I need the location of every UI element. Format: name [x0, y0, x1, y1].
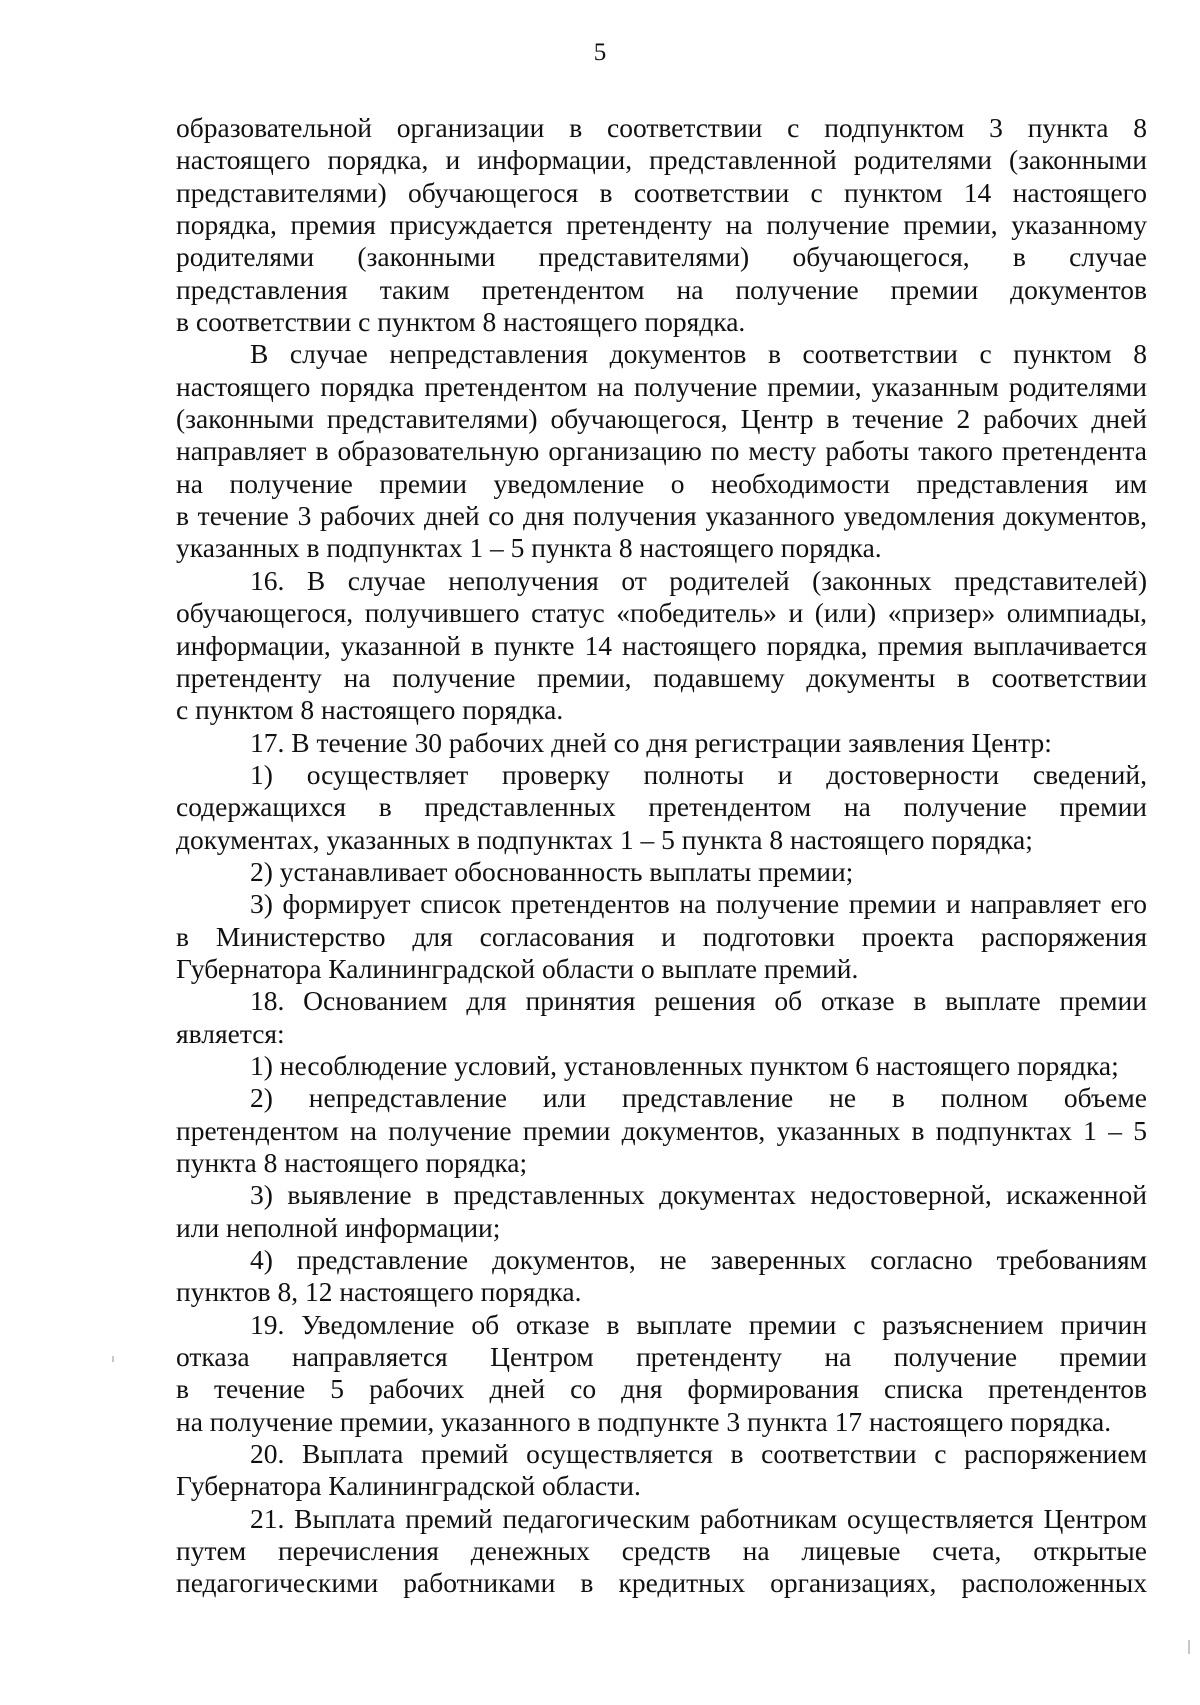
- text-line: в течение 5 рабочих дней со дня формирования списка претендентов: [176, 1373, 1147, 1405]
- scan-speck: [112, 1356, 114, 1362]
- text-line: настоящего порядка, и информации, представленной родителями (законными: [176, 144, 1147, 176]
- text-line: обучающегося, получившего статус «победитель» и (или) «призер» олимпиады,: [176, 597, 1147, 629]
- text-line: 16. В случае неполучения от родителей (законных представителей): [250, 564, 1147, 596]
- paragraph-18: [176, 985, 1147, 1050]
- text-line: документах, указанных в подпунктах 1 – 5 пункта 8 настоящего порядка;: [176, 823, 1033, 855]
- text-line: 21. Выплата премий педагогическим работникам осуществляется Центром: [250, 1502, 1147, 1534]
- text-line: представителями) обучающегося в соответствии с пунктом 14 настоящего: [176, 176, 1147, 208]
- paragraph-16: [176, 565, 1147, 727]
- text-line: претенденту на получение премии, подавшему документы в соответствии: [176, 661, 1147, 693]
- text-line: 20. Выплата премий осуществляется в соответствии с распоряжением: [250, 1438, 1147, 1470]
- text-line: педагогическими работниками в кредитных организациях, расположенных: [176, 1567, 1147, 1599]
- paragraph-continuation: [176, 112, 1147, 338]
- text-line: представления таким претендентом на получение премии документов: [176, 273, 1147, 305]
- text-line: направляет в образовательную организацию по месту работы такого претендента: [176, 435, 1147, 467]
- paragraph-20: [176, 1438, 1147, 1503]
- text-line: родителями (законными представителями) обучающегося, в случае: [176, 241, 1147, 273]
- paragraph-18-item-3: [176, 1179, 1147, 1244]
- text-line: с пунктом 8 настоящего порядка.: [176, 694, 564, 726]
- text-line: порядка, премия присуждается претенденту на получение премии, указанному: [176, 209, 1147, 241]
- text-line: 3) выявление в представленных документах недостоверной, искаженной: [250, 1179, 1147, 1211]
- text-line: Губернатора Калининградской области.: [176, 1470, 641, 1502]
- text-line: 3) формирует список претендентов на получение премии и направляет его: [250, 888, 1147, 920]
- text-line: (законными представителями) обучающегося, Центр в течение 2 рабочих дней: [176, 403, 1147, 435]
- text-line: в соответствии с пунктом 8 настоящего порядка.: [176, 306, 746, 338]
- paragraph-17-item-3: [176, 888, 1147, 985]
- text-line: или неполной информации;: [176, 1211, 501, 1243]
- text-line: пунктов 8, 12 настоящего порядка.: [176, 1276, 582, 1308]
- paragraph-18-item-2: [176, 1082, 1147, 1179]
- paragraph-17-item-2: [176, 856, 1147, 888]
- paragraph-17-item-1: [176, 759, 1147, 856]
- paragraph-18-item-1: [176, 1050, 1147, 1082]
- paragraph-17: [176, 727, 1147, 759]
- text-line: 4) представление документов, не заверенных согласно требованиям: [250, 1244, 1147, 1276]
- text-line: отказа направляется Центром претенденту на получение премии: [176, 1341, 1147, 1373]
- text-line: 2) непредставление или представление не в полном объеме: [250, 1082, 1147, 1114]
- text-line: путем перечисления денежных средств на лицевые счета, открытые: [176, 1535, 1147, 1567]
- text-line: 1) несоблюдение условий, установленных пунктом 6 настоящего порядка;: [250, 1049, 1119, 1081]
- text-line: на получение премии, указанного в подпункте 3 пункта 17 настоящего порядка.: [176, 1405, 1112, 1437]
- text-line: образовательной организации в соответствии с подпунктом 3 пункта 8: [176, 112, 1147, 143]
- document-body: [176, 112, 1147, 1600]
- paragraph-21: [176, 1503, 1147, 1600]
- text-line: в течение 3 рабочих дней со дня получения указанного уведомления документов,: [176, 500, 1147, 532]
- text-line: В случае непредставления документов в соответствии с пунктом 8: [250, 338, 1147, 370]
- paragraph-nonsubmission: [176, 338, 1147, 564]
- text-line: пункта 8 настоящего порядка;: [176, 1147, 528, 1178]
- text-line: настоящего порядка претендентом на получение премии, указанным родителями: [176, 370, 1147, 402]
- text-line: в Министерство для согласования и подготовки проекта распоряжения: [176, 920, 1147, 952]
- text-line: 1) осуществляет проверку полноты и достоверности сведений,: [250, 758, 1147, 790]
- paragraph-19: [176, 1309, 1147, 1438]
- scan-speck: [1188, 1640, 1190, 1654]
- paragraph-18-item-4: [176, 1244, 1147, 1309]
- text-line: 19. Уведомление об отказе в выплате премии с разъяснением причин: [250, 1308, 1147, 1340]
- text-line: содержащихся в представленных претендентом на получение премии: [176, 791, 1147, 823]
- text-line: 18. Основанием для принятия решения об отказе в выплате премии: [250, 985, 1147, 1017]
- page-number: 5: [593, 39, 607, 66]
- text-line: претендентом на получение премии документов, указанных в подпунктах 1 – 5: [176, 1114, 1147, 1146]
- text-line: информации, указанной в пункте 14 настоящего порядка, премия выплачивается: [176, 629, 1147, 661]
- text-line: указанных в подпунктах 1 – 5 пункта 8 настоящего порядка.: [176, 532, 882, 564]
- text-line: на получение премии уведомление о необходимости представления им: [176, 467, 1147, 499]
- text-line: 2) устанавливает обоснованность выплаты премии;: [250, 855, 854, 887]
- text-line: является:: [176, 1017, 285, 1049]
- text-line: 17. В течение 30 рабочих дней со дня регистрации заявления Центр:: [250, 726, 1052, 758]
- text-line: Губернатора Калининградской области о выплате премий.: [176, 952, 859, 984]
